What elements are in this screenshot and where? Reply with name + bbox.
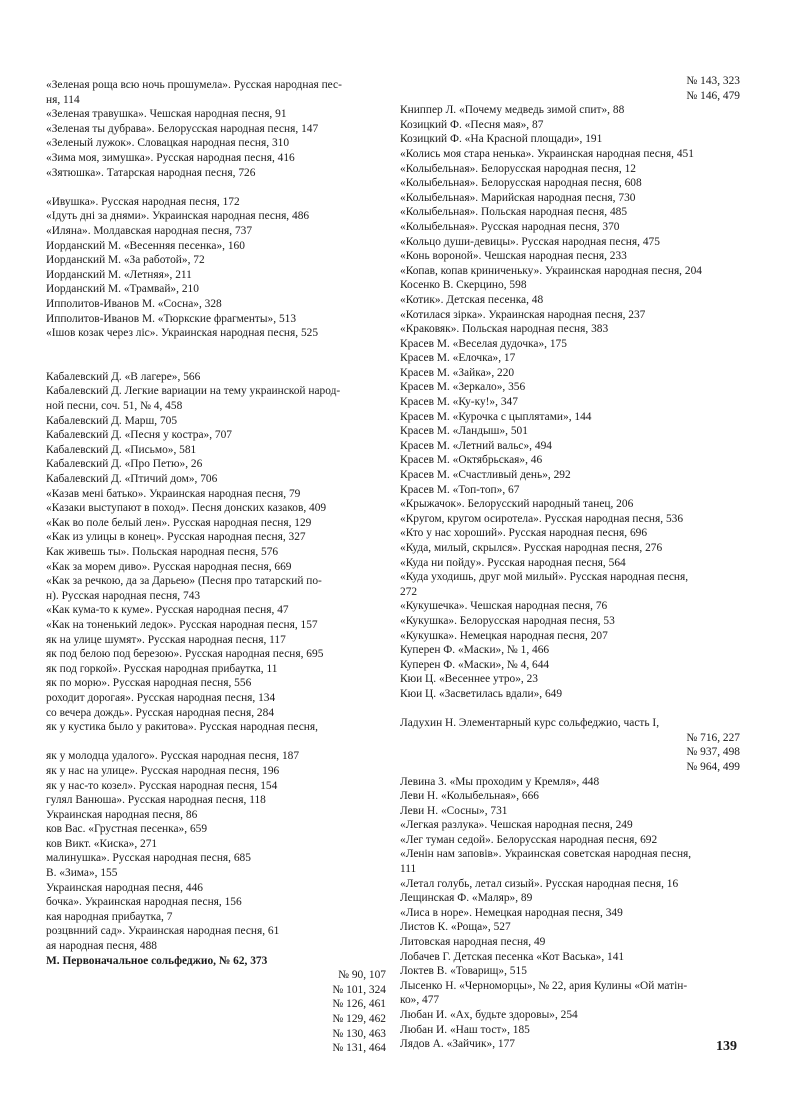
index-entry: [400, 497, 740, 512]
index-entry-text: «Лиса в норе». Немецкая народная песня, 349: [400, 906, 623, 919]
index-entry-text: Кабалевский Д. «Песня у костра», 707: [46, 429, 232, 442]
index-entry-text: Козицкий Ф. «На Красной площади», 191: [400, 133, 603, 146]
index-entry: [46, 487, 386, 502]
index-entry-text: «Колыбельная». Польская народная песня, 485: [400, 206, 628, 219]
index-entry: [400, 439, 740, 454]
index-entry-text: М. Первоначальное сольфеджио, № 62, 373: [46, 954, 268, 967]
index-entry-continuation: ня, 114: [46, 93, 80, 106]
index-entry-text: Иорданский М. «За работой», 72: [46, 254, 205, 267]
index-entry: [46, 326, 386, 341]
index-entry-text: Лысенко Н. «Черноморцы», № 22, ария Кулины «Ой матін-: [400, 979, 688, 992]
index-entry-text: «Иляна». Молдавская народная песня, 737: [46, 224, 253, 237]
index-entry: [46, 414, 386, 429]
index-entry: [400, 833, 740, 848]
index-entry-text: Лядов А. «Зайчик», 177: [400, 1038, 515, 1051]
index-entry-text: «Как из улицы в конец». Русская народная песня, 327: [46, 531, 306, 544]
index-entry-text: кая народная прибаутка, 7: [46, 910, 173, 923]
index-entry: [400, 483, 740, 498]
index-entry-text: Красев М. «Летний вальс», 494: [400, 439, 552, 452]
index-entry: [400, 979, 740, 1008]
index-entry-text: Куперен Ф. «Маски», № 1, 466: [400, 644, 550, 657]
index-entry-text: як у нас на улице». Русская народная песня, 196: [46, 764, 280, 777]
index-entry-text: «Конь вороной». Чешская народная песня, 233: [400, 250, 627, 263]
index-entry: [400, 775, 740, 790]
index-entry: [400, 308, 740, 323]
index-entry: [400, 453, 740, 468]
index-entry: [46, 662, 386, 677]
index-entry: [46, 151, 386, 166]
index-entry-text: «Куда, милый, скрылся». Русская народная песня, 276: [400, 542, 663, 554]
index-entry-text: Куперен Ф. «Маски», № 4, 644: [400, 658, 550, 671]
index-entry-continuation: 111: [400, 863, 417, 876]
index-entry: [400, 935, 740, 950]
index-entry-text: «Колыбельная». Марийская народная песня, 730: [400, 191, 636, 204]
index-entry: [400, 366, 740, 381]
index-entry: [400, 526, 740, 541]
index-entry: [46, 224, 386, 239]
index-entry: [46, 603, 386, 618]
index-entry: [46, 924, 386, 939]
index-entry-text: «Как за морем диво». Русская народная песня, 669: [46, 560, 292, 573]
index-entry-text: Лещинская Ф. «Маляр», 89: [400, 892, 533, 905]
section-gap: [400, 702, 740, 717]
index-entry: [46, 647, 386, 662]
index-entry: [400, 541, 740, 556]
index-entry-text: Кабалевский Д. Марш, 705: [46, 414, 178, 427]
index-entry-text: Красев М. «Зеркало», 356: [400, 381, 526, 394]
index-entry-text: «Зеленая травушка». Чешская народная песня, 91: [46, 108, 287, 121]
index-number-line: № 716, 227: [686, 731, 740, 744]
index-entry-text: «Котик». Детская песенка, 48: [400, 293, 544, 306]
index-entry: [46, 516, 386, 531]
index-entry: [400, 891, 740, 906]
index-entry-text: Литовская народная песня, 49: [400, 936, 546, 949]
index-entry: [400, 629, 740, 644]
index-entry: [46, 122, 386, 137]
index-entry-text: Кабалевский Д. «Про Петю», 26: [46, 458, 203, 471]
index-entry: [46, 910, 386, 925]
index-entry-text: Иорданский М. «Трамвай», 210: [46, 283, 199, 296]
index-entry-text: Локтев В. «Товарищ», 515: [400, 965, 527, 978]
index-entry-text: Кабалевский Д. «Птичий дом», 706: [46, 473, 218, 486]
index-entry-text: гулял Ванюша». Русская народная песня, 118: [46, 794, 266, 807]
index-entry-text: Красев М. «Счастливый день», 292: [400, 469, 571, 482]
index-entry: [46, 530, 386, 545]
index-entry-text: розцвнний сад». Украинская народная песня, 61: [46, 925, 280, 938]
section-gap: [46, 735, 386, 750]
index-entry: [400, 380, 740, 395]
index-entry-text: «Колыбельная». Белорусская народная песня, 12: [400, 162, 636, 175]
index-entry: [400, 570, 740, 599]
index-entry: [46, 501, 386, 516]
index-entry: [400, 235, 740, 250]
index-entry-text: «Колись моя стара ненька». Украинская народная песня, 451: [400, 147, 694, 160]
index-entry: [46, 166, 386, 181]
index-number-line: № 90, 107: [338, 969, 386, 982]
index-entry: [400, 118, 740, 133]
index-entry: [46, 574, 386, 603]
index-entry: [400, 424, 740, 439]
index-entry: [46, 822, 386, 837]
index-entry-text: В. «Зима», 155: [46, 867, 118, 880]
index-entry-text: Книппер Л. «Почему медведь зимой спит», 88: [400, 104, 625, 117]
index-entry-text: ая народная песня, 488: [46, 940, 157, 953]
index-entry: [400, 249, 740, 264]
index-entry-text: Кюи Ц. «Засветилась вдали», 649: [400, 687, 563, 700]
index-number-line: № 129, 462: [332, 1013, 386, 1025]
index-entry-text: Как живешь ты». Польская народная песня, 576: [46, 546, 279, 558]
index-entry: [400, 920, 740, 935]
index-entry: [46, 866, 386, 881]
index-entry: [400, 103, 740, 118]
index-entry: [46, 428, 386, 443]
index-entry-text: Левина З. «Мы проходим у Кремля», 448: [400, 775, 600, 788]
index-entry: [46, 195, 386, 210]
index-entry-text: Козицкий Ф. «Песня мая», 87: [400, 118, 544, 131]
index-entry: [400, 658, 740, 673]
index-entry: [46, 443, 386, 458]
index-entry: [400, 205, 740, 220]
index-entry: [46, 618, 386, 633]
index-number-line: № 143, 323: [686, 75, 740, 87]
index-entry-text: «Зеленый лужок». Словацкая народная песня, 310: [46, 137, 290, 150]
index-entry: [400, 950, 740, 965]
index-entry-text: Ипполитов-Иванов М. «Сосна», 328: [46, 297, 222, 310]
index-entry-text: Красев М. «Топ-топ», 67: [400, 483, 520, 496]
index-entry-text: як под белою под березою». Русская народная песня, 695: [46, 648, 324, 661]
index-entry-text: «Краковяк». Польская народная песня, 383: [400, 323, 609, 336]
index-entry: [46, 895, 386, 910]
index-entry: [46, 633, 386, 648]
index-entry-text: Красев М. «Елочка», 17: [400, 352, 516, 365]
index-entry: [400, 556, 740, 571]
index-entry: [400, 351, 740, 366]
index-entry-text: Красев М. «Курочка с цыплятами», 144: [400, 410, 592, 423]
index-number-line: № 130, 463: [332, 1027, 386, 1040]
index-entry: [400, 847, 740, 876]
index-entry: [400, 191, 740, 206]
index-entry-text: «Ленін нам заповів». Украинская советская народная песня,: [400, 848, 692, 861]
index-number-line: № 937, 498: [686, 746, 740, 759]
index-entry-text: як у нас-то козел». Русская народная песня, 154: [46, 779, 278, 792]
index-entry-text: бочка». Украинская народная песня, 156: [46, 896, 242, 909]
index-entry: [400, 512, 740, 527]
right-index-column: [400, 74, 740, 1052]
index-entry-text: «Кругом, кругом осиротела». Русская народная песня, 536: [400, 512, 684, 525]
index-entry: [400, 176, 740, 191]
index-entry: [400, 716, 740, 731]
index-entry: [400, 322, 740, 337]
index-number-line: № 126, 461: [332, 998, 386, 1011]
index-entry: [400, 162, 740, 177]
index-entry-text: «Котилася зірка». Украинская народная песня, 237: [400, 308, 646, 321]
index-entry: [46, 78, 386, 107]
index-entry: [400, 220, 740, 235]
index-entry: [400, 132, 740, 147]
index-entry-continuation: 272: [400, 585, 418, 598]
index-entry-text: Украинская народная песня, 446: [46, 881, 203, 894]
index-entry: [400, 1008, 740, 1023]
index-entry-text: Кюи Ц. «Весеннее утро», 23: [400, 673, 538, 686]
index-entry-text: як на улице шумят». Русская народная песня, 117: [46, 633, 286, 646]
index-entry: [400, 964, 740, 979]
index-entry: [46, 676, 386, 691]
index-entry: [46, 749, 386, 764]
index-entry-text: «Зеленая ты дубрава». Белорусская народная песня, 147: [46, 122, 319, 135]
index-entry-text: Красев М. «Ландыш», 501: [400, 425, 528, 438]
index-entry-text: «Лег туман седой». Белорусская народная песня, 692: [400, 833, 658, 846]
index-entry: [46, 297, 386, 312]
index-entry-text: «Казаки выступают в поход». Песня донских казаков, 409: [46, 502, 327, 515]
index-entry: [400, 877, 740, 892]
index-entry-text: як у молодца удалого». Русская народная песня, 187: [46, 750, 300, 763]
index-entry-text: «Как кума-то к куме». Русская народная песня, 47: [46, 604, 289, 617]
index-entry-text: Ладухин Н. Элементарный курс сольфеджио, часть I,: [400, 717, 660, 730]
index-entry-text: «Как на тоненький ледок». Русская народная песня, 157: [46, 618, 318, 631]
index-entry-continuation: ной песни, соч. 51, № 4, 458: [46, 400, 183, 413]
index-entry-continuation: ко», 477: [400, 994, 440, 1007]
index-entry: [400, 264, 740, 279]
index-entry-text: як у кустика было у ракитова». Русская народная песня,: [46, 721, 318, 734]
index-entry-text: Кабалевский Д. «Письмо», 581: [46, 443, 197, 456]
index-entry-text: Иорданский М. «Весенняя песенка», 160: [46, 239, 245, 252]
index-entry-text: Красев М. «Зайка», 220: [400, 366, 515, 379]
index-entry-text: Леви Н. «Колыбельная», 666: [400, 790, 540, 803]
index-entry: [46, 939, 386, 954]
index-entry: [400, 468, 740, 483]
index-entry-text: «Зятюшка». Татарская народная песня, 726: [46, 166, 256, 179]
index-entry: [400, 599, 740, 614]
index-entry: [46, 691, 386, 706]
index-entry: [400, 147, 740, 162]
section-gap: [46, 341, 386, 356]
index-entry: [400, 395, 740, 410]
index-entry-text: малинушка». Русская народная песня, 685: [46, 852, 251, 865]
section-gap: [46, 355, 386, 370]
index-entry-text: «Зеленая роща всю ночь прошумела». Русская народная пес-: [46, 79, 342, 91]
index-entry: [46, 808, 386, 823]
index-entry: [400, 293, 740, 308]
section-gap: [46, 180, 386, 195]
index-entry: [46, 312, 386, 327]
index-entry: [400, 643, 740, 658]
index-entry-text: «Куда ни пойду». Русская народная песня, 564: [400, 556, 626, 569]
index-entry: [400, 687, 740, 702]
index-entry-text: «Казав мені батько». Украинская народная песня, 79: [46, 487, 301, 500]
index-entry-text: «Копав, копав криниченьку». Украинская народная песня, 204: [400, 264, 702, 277]
index-entry-text: Красев М. «Октябрьская», 46: [400, 454, 543, 467]
index-entry: [46, 384, 386, 413]
index-entry: [400, 818, 740, 833]
index-entry: [46, 764, 386, 779]
index-entry-text: «Зима моя, зимушка». Русская народная песня, 416: [46, 151, 295, 164]
index-entry: [400, 804, 740, 819]
index-entry-text: «Iдуть дні за днями». Украинская народная песня, 486: [46, 210, 310, 223]
index-entry: [400, 906, 740, 921]
index-entry-text: «Легкая разлука». Чешская народная песня, 249: [400, 819, 633, 832]
index-entry: [46, 881, 386, 896]
index-entry-text: «Колыбельная». Русская народная песня, 370: [400, 220, 620, 233]
index-entry-text: «Кто у нас хороший». Русская народная песня, 696: [400, 527, 648, 540]
left-index-column: [46, 78, 386, 1056]
index-entry: [46, 779, 386, 794]
index-entry-text: Любан И. «Ах, будьте здоровы», 254: [400, 1009, 578, 1021]
page-number: 139: [716, 1039, 737, 1054]
index-entry-text: як под горкой». Русская народная прибаутка, 11: [46, 662, 278, 675]
index-entry-text: «Кукушечка». Чешская народная песня, 76: [400, 600, 608, 613]
index-entry-text: Косенко В. Скерцино, 598: [400, 279, 527, 292]
index-entry-text: Любан И. «Наш тост», 185: [400, 1023, 530, 1036]
index-number-line: № 131, 464: [332, 1042, 386, 1055]
index-entry: [46, 472, 386, 487]
index-entry-text: Кабалевский Д. Легкие вариации на тему украинской народ-: [46, 385, 341, 398]
index-entry-text: «Куда уходишь, друг мой милый». Русская народная песня,: [400, 571, 689, 584]
index-entry: [46, 720, 386, 735]
index-entry-text: ков Вас. «Грустная песенка», 659: [46, 823, 208, 836]
index-entry: [400, 410, 740, 425]
index-entry: [46, 107, 386, 122]
index-entry: [46, 706, 386, 721]
index-entry: [400, 672, 740, 687]
index-entry: [46, 282, 386, 297]
index-entry-text: Иорданский М. «Летняя», 211: [46, 268, 192, 281]
index-entry: [46, 239, 386, 254]
index-entry-text: «Кольцо души-девицы». Русская народная песня, 475: [400, 235, 660, 248]
index-entry-text: ков Викт. «Киска», 271: [46, 837, 158, 850]
index-entry-text: «Ивушка». Русская народная песня, 172: [46, 195, 240, 208]
index-entry-text: Красев М. «Ку-ку!», 347: [400, 396, 518, 409]
index-number-line: № 101, 324: [332, 983, 386, 996]
index-entry-text: «Как за речкою, да за Дарьею» (Песня про татарский по-: [46, 575, 322, 588]
index-entry: [46, 793, 386, 808]
index-entry: [46, 136, 386, 151]
index-entry-text: «Летал голубь, летал сизый». Русская народная песня, 16: [400, 877, 679, 890]
index-entry-text: як по морю». Русская народная песня, 556: [46, 677, 252, 690]
index-entry-text: Красев М. «Веселая дудочка», 175: [400, 337, 567, 350]
index-entry-text: «Кукушка». Белорусская народная песня, 53: [400, 614, 615, 627]
index-entry: [46, 545, 386, 560]
index-entry: [400, 337, 740, 352]
index-entry-text: Кабалевский Д. «В лагере», 566: [46, 370, 201, 383]
index-entry: [46, 457, 386, 472]
index-entry-text: Лобачев Г. Детская песенка «Кот Васька», 141: [400, 950, 625, 963]
index-entry-text: «Крыжачок». Белорусский народный танец, 206: [400, 498, 634, 511]
index-entry: [400, 1037, 740, 1052]
index-entry-text: Листов К. «Роща», 527: [400, 921, 511, 934]
index-entry: [46, 954, 386, 969]
index-entry: [46, 253, 386, 268]
index-entry-text: Украинская народная песня, 86: [46, 808, 198, 821]
index-entry: [400, 614, 740, 629]
index-entry: [46, 268, 386, 283]
index-entry: [46, 851, 386, 866]
index-entry: [46, 209, 386, 224]
index-entry: [46, 370, 386, 385]
index-entry-continuation: н). Русская народная песня, 743: [46, 589, 201, 602]
index-entry: [400, 1023, 740, 1038]
index-number-line: № 146, 479: [686, 89, 740, 102]
index-entry-text: роходит дорогая». Русская народная песня, 134: [46, 691, 276, 704]
index-entry-text: «Как во поле белый лен». Русская народная песня, 129: [46, 516, 312, 529]
index-entry: [46, 837, 386, 852]
index-entry: [46, 560, 386, 575]
index-entry-text: «Колыбельная». Белорусская народная песня, 608: [400, 177, 642, 190]
index-entry-text: «Iшов козак через ліс». Украинская народная песня, 525: [46, 327, 319, 340]
index-entry-text: «Кукушка». Немецкая народная песня, 207: [400, 629, 608, 642]
index-entry-text: со вечера дождь». Русская народная песня, 284: [46, 706, 275, 719]
index-entry-text: Ипполитов-Иванов М. «Тюркские фрагменты», 513: [46, 312, 297, 325]
index-entry: [400, 278, 740, 293]
index-entry-text: Леви Н. «Сосны», 731: [400, 804, 508, 817]
index-entry: [400, 789, 740, 804]
index-number-line: № 964, 499: [686, 760, 740, 773]
